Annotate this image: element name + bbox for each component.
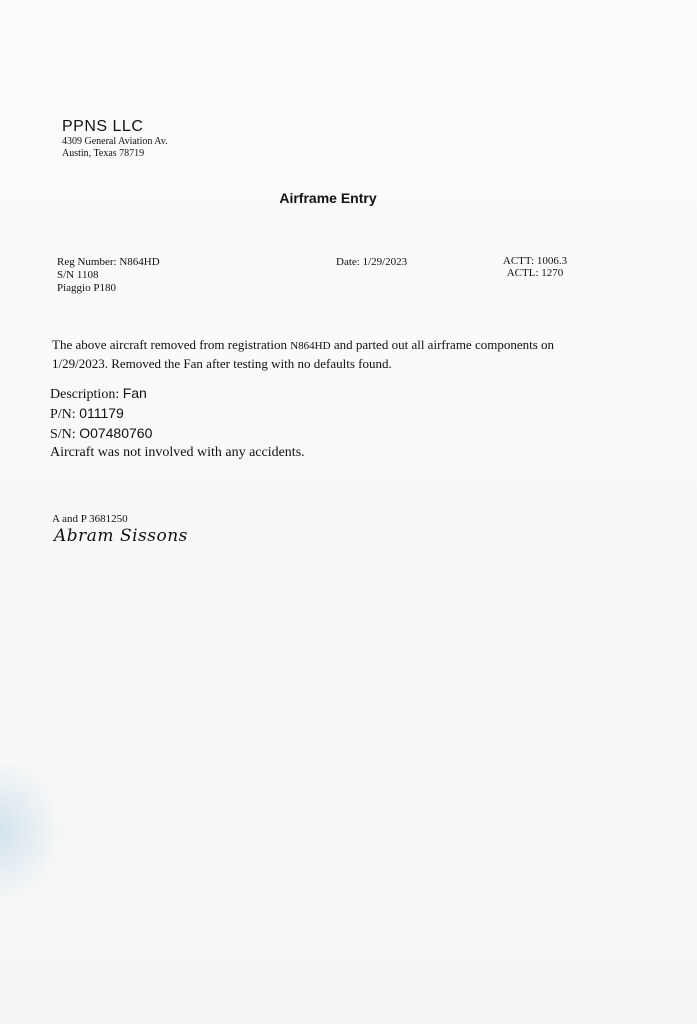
- sn-label: S/N:: [50, 427, 80, 442]
- sn-row: [50, 424, 305, 444]
- paragraph-reg: N864HD: [290, 340, 331, 352]
- actt-value: ACTT: 1006.3: [502, 255, 568, 267]
- sn-value: O07480760: [79, 425, 153, 441]
- aircraft-model: Piaggio P180: [57, 282, 116, 294]
- company-name: PPNS LLC: [62, 118, 144, 135]
- paragraph-part1: The above aircraft removed from registration: [52, 337, 291, 352]
- aircraft-serial: S/N 1108: [57, 269, 99, 281]
- description-label: Description:: [50, 387, 123, 402]
- description-row: [50, 384, 305, 404]
- reg-number: Reg Number: N864HD: [57, 256, 160, 268]
- company-header: [62, 118, 168, 160]
- company-address-line1: 4309 General Aviation Av.: [62, 136, 168, 147]
- description-value: Fan: [122, 385, 147, 401]
- pn-row: [50, 404, 305, 424]
- pn-value: 011179: [79, 405, 124, 421]
- paragraph-part2: and parted out all airframe components on 1/29/2023. Removed the Fan after testing with no defaults found.: [52, 337, 555, 371]
- actl-value: ACTL: 1270: [506, 267, 564, 279]
- ap-license: A and P 3681250: [52, 513, 128, 525]
- accident-statement: Aircraft was not involved with any accidents.: [50, 445, 305, 460]
- document-title: Airframe Entry: [279, 190, 377, 206]
- part-details: [50, 384, 305, 462]
- company-address-line2: Austin, Texas 78719: [62, 148, 145, 159]
- page-shadow: [0, 760, 60, 900]
- signature-text: Abram Sissons: [54, 526, 188, 546]
- pn-label: P/N:: [50, 407, 80, 422]
- handwritten-signature: [54, 526, 214, 556]
- aircraft-times: [480, 255, 590, 279]
- entry-date: Date: 1/29/2023: [336, 256, 408, 268]
- aircraft-info: [57, 256, 160, 295]
- entry-paragraph: [52, 336, 592, 372]
